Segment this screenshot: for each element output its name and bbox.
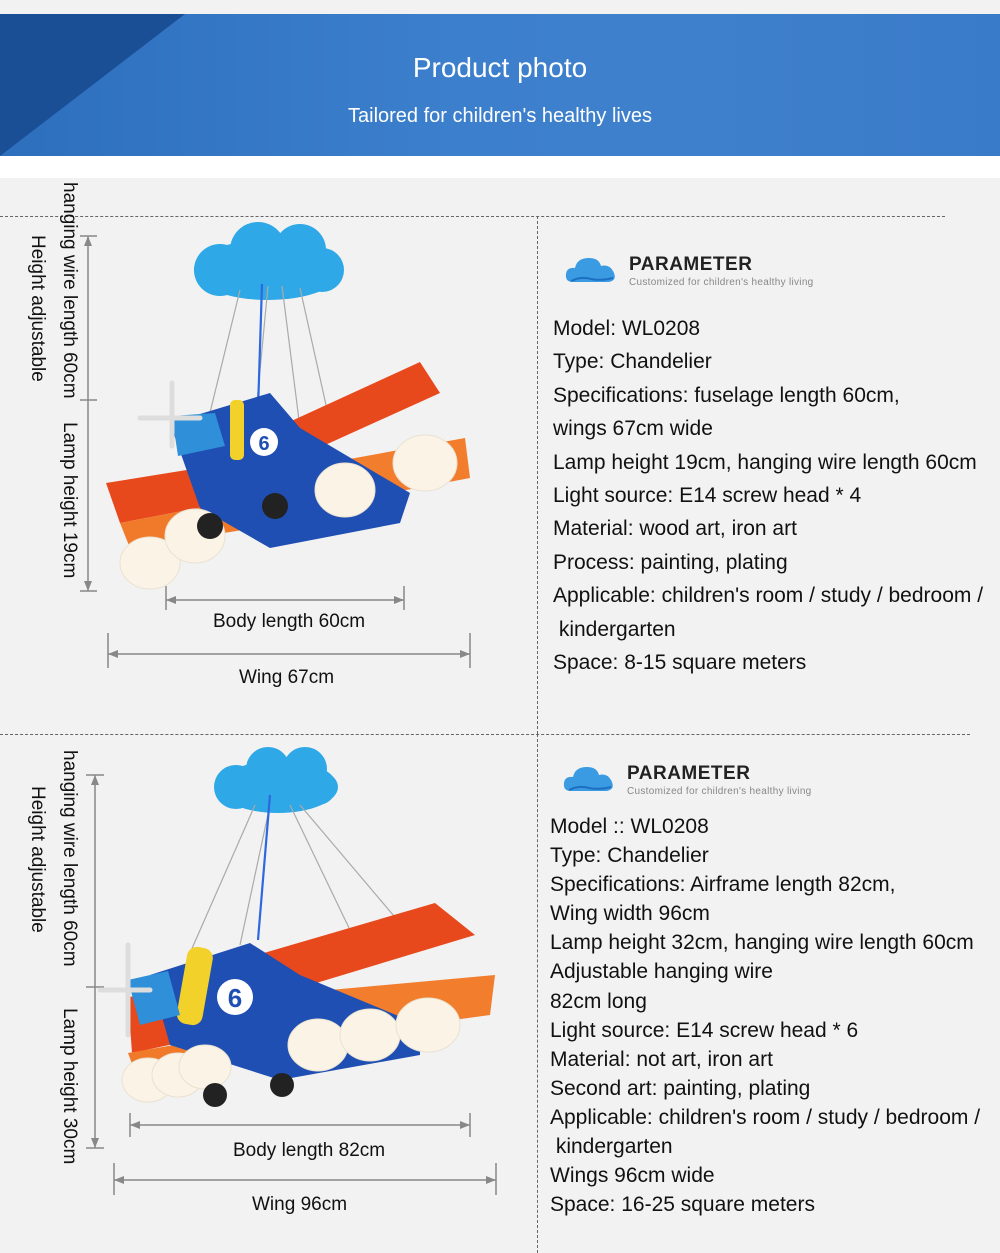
parameter-subtitle: Customized for children's healthy living [627,786,812,797]
cloud-icon [565,254,619,286]
lamp-height-label: Lamp height 30cm [59,1008,80,1165]
spec-list [550,812,995,1219]
body-length-label: Body length 82cm [233,1140,386,1161]
spec-line: Space: 16-25 square meters [550,1193,815,1217]
spec-line: Material: not art, iron art [550,1047,773,1071]
parameter-title: PARAMETER [629,254,753,275]
fuselage-stripe [230,400,244,460]
spec-line: Model: WL0208 [553,317,701,340]
spec-line: Specifications: Airframe length 82cm, [550,873,896,897]
height-adjustable-label: Height adjustable [27,235,48,382]
cloud-icon [563,763,617,795]
cloud-canopy [214,747,338,813]
plane-number: 6 [258,433,270,455]
spec-line: Model :: WL0208 [550,815,709,838]
cloud-canopy [194,222,344,300]
power-cord [258,795,270,940]
hanging-wire-label: hanging wire length 60cm [59,750,80,967]
header-banner [0,14,1000,156]
wing-dimension-line [114,1163,496,1195]
wing-label: Wing 67cm [239,667,335,688]
product-illustration [0,735,537,1253]
hanging-wire-label: hanging wire length 60cm [59,182,80,399]
body-length-dimension-line [130,1113,470,1137]
body-length-label: Body length 60cm [213,611,366,632]
height-dimension-line [80,236,97,591]
spec-line: Space: 8-15 square meters [553,651,807,675]
spec-line: Applicable: children's room / study / bedroom / [550,1105,981,1129]
spec-line: Second art: painting, plating [550,1076,811,1100]
body-length-dimension-line [166,586,404,610]
spec-line: wings 67cm wide [553,417,713,441]
spec-line: Material: wood art, iron art [553,517,797,541]
plane-number: 6 [227,983,243,1013]
banner-title: Product photo [412,52,588,83]
spec-line: Type: Chandelier [553,350,712,374]
spec-line: Wings 96cm wide [550,1164,715,1188]
spec-line: kindergarten [550,1135,673,1159]
wing-dimension-line [108,633,470,668]
spec-line: Adjustable hanging wire [550,960,773,984]
spec-list [553,312,998,679]
spec-line: Applicable: children's room / study / bedroom / [553,584,984,608]
divider-strip [0,156,1000,178]
wing-label: Wing 96cm [252,1194,348,1215]
parameter-subtitle: Customized for children's healthy living [629,277,814,288]
spec-line: Wing width 96cm [550,902,710,926]
product-illustration [0,178,537,733]
banner-subtitle: Tailored for children's healthy lives [348,105,652,127]
banner-corner-shape [0,14,185,156]
spec-line: 82cm long [550,989,647,1013]
spec-line: Lamp height 32cm, hanging wire length 60cm [550,931,974,955]
spec-line: Process: painting, plating [553,550,788,574]
spec-line: Lamp height 19cm, hanging wire length 60cm [553,450,977,474]
lamp-height-label: Lamp height 19cm [59,422,80,579]
column-divider [537,216,538,734]
spec-line: Specifications: fuselage length 60cm, [553,383,900,407]
spec-line: kindergarten [553,617,676,641]
parameter-title: PARAMETER [627,763,751,784]
spec-line: Light source: E14 screw head * 4 [553,484,862,508]
power-cord [258,284,262,410]
column-divider [537,734,538,1253]
height-adjustable-label: Height adjustable [27,786,48,933]
spec-line: Type: Chandelier [550,844,709,868]
spec-line: Light source: E14 screw head * 6 [550,1018,859,1042]
height-dimension-line [86,775,104,1148]
